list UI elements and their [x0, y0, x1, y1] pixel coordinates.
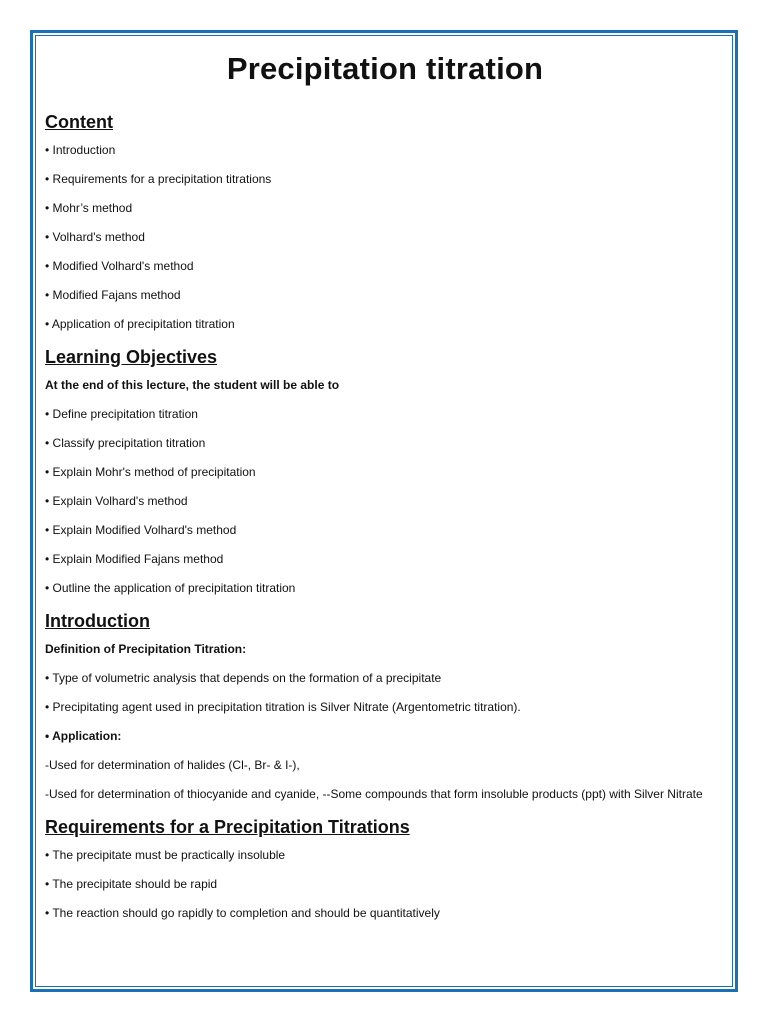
bullet-item: • Explain Volhard's method: [45, 494, 188, 508]
bullet-item: • The reaction should go rapidly to completion and should be quantitatively: [45, 906, 440, 920]
section-heading: Requirements for a Precipitation Titrations: [45, 817, 410, 837]
bullet-item: • Introduction: [45, 143, 116, 157]
bullet-item: • Explain Mohr's method of precipitation: [45, 465, 256, 479]
bullet-item: • Requirements for a precipitation titrations: [45, 172, 272, 186]
bullet-item: • Modified Volhard's method: [45, 259, 194, 273]
section-content: [45, 110, 725, 332]
page-title: Precipitation titration: [226, 51, 544, 86]
bullet-item: -Used for determination of halides (Cl-, Br- & I-),: [45, 758, 300, 772]
section-introduction: [45, 609, 725, 802]
bullet-item: • Define precipitation titration: [45, 407, 198, 421]
bullet-item: • Volhard's method: [45, 230, 145, 244]
bullet-item: • The precipitate should be rapid: [45, 877, 218, 891]
bullet-item: • Application of precipitation titration: [45, 317, 235, 331]
bullet-item: • Explain Modified Fajans method: [45, 552, 224, 566]
subheading-text: • Application:: [45, 729, 122, 743]
bullet-item: -Used for determination of thiocyanide and cyanide, --Some compounds that form insoluble products (ppt) with Silver Nitrate: [45, 787, 703, 801]
section-heading: Introduction: [45, 611, 150, 631]
subheading-text: At the end of this lecture, the student will be able to: [45, 378, 340, 392]
section-learning-objectives: [45, 345, 725, 596]
sections-container: [45, 110, 725, 921]
section-requirements-for-a-precipitation-titrations: [45, 815, 725, 921]
bullet-item: • Classify precipitation titration: [45, 436, 206, 450]
section-heading: Learning Objectives: [45, 347, 218, 367]
bullet-item: • Precipitating agent used in precipitation titration is Silver Nitrate (Argentometric titration).: [45, 700, 521, 714]
bullet-item: • Explain Modified Volhard's method: [45, 523, 237, 537]
bullet-item: • Type of volumetric analysis that depends on the formation of a precipitate: [45, 671, 442, 685]
section-heading: Content: [45, 112, 113, 132]
document-body: [45, 46, 725, 934]
bullet-item: • Mohr’s method: [45, 201, 133, 215]
bullet-item: • The precipitate must be practically insoluble: [45, 848, 286, 862]
bullet-item: • Outline the application of precipitation titration: [45, 581, 296, 595]
bullet-item: • Modified Fajans method: [45, 288, 181, 302]
subheading-text: Definition of Precipitation Titration:: [45, 642, 247, 656]
